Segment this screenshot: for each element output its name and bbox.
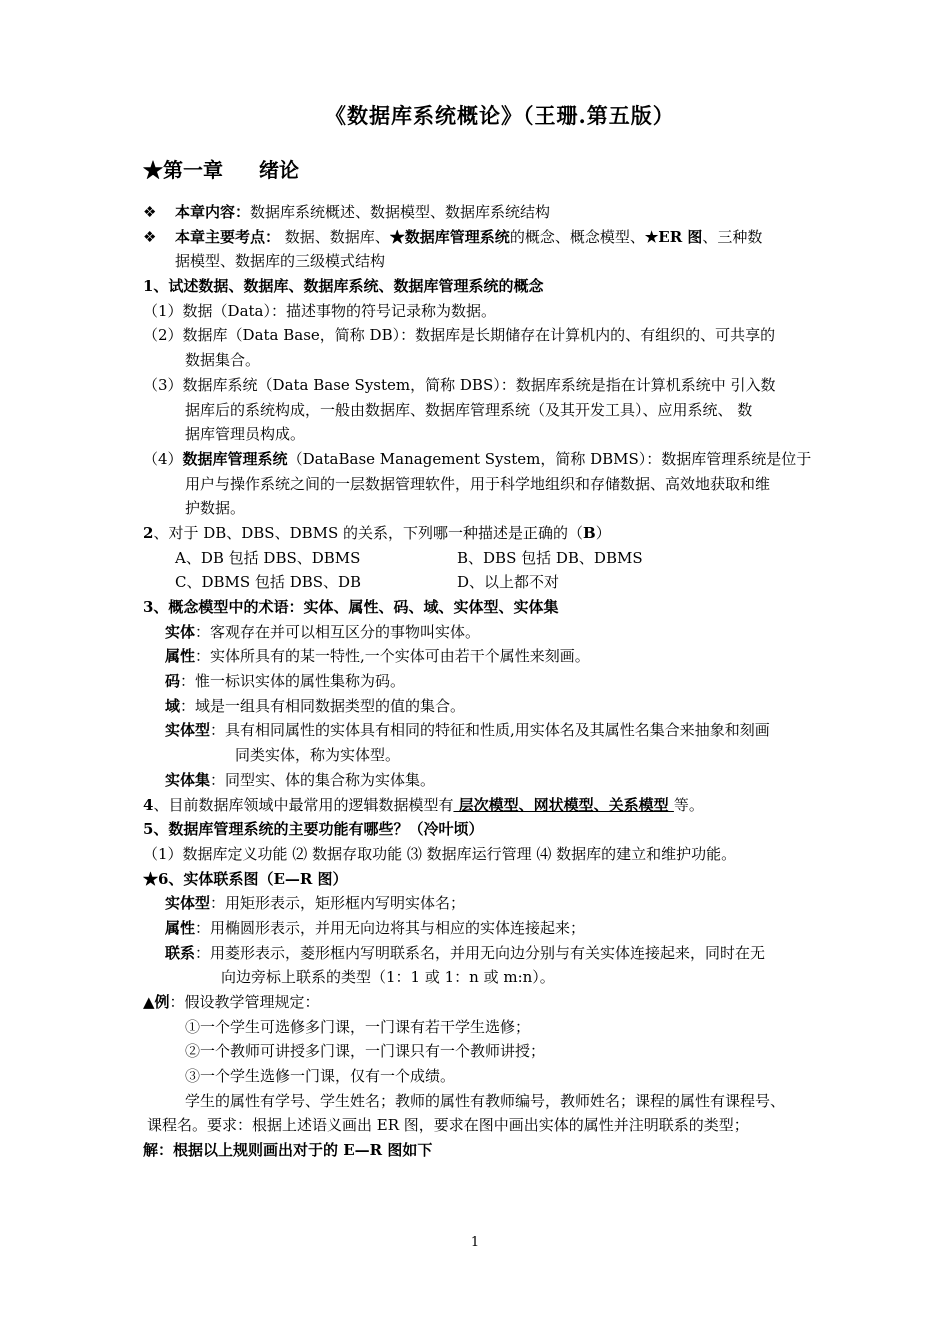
intro-content-line: [143, 200, 848, 225]
intro-content-label: 本章内容：: [175, 203, 251, 221]
intro-key-label: 本章主要考点：: [175, 227, 281, 246]
q1-item-3-cont: 据库管理员构成。: [185, 425, 306, 444]
q2-question: [143, 521, 848, 546]
term-label: 实体集: [165, 770, 211, 789]
term-label: 码: [165, 672, 181, 691]
q3-entity-type: [143, 718, 848, 743]
example-description: 学生的属性有学号、学生姓名；教师的属性有教师编号，教师姓名；课程的属性有课程号、: [185, 1091, 786, 1110]
term-definition: ：具有相同属性的实体具有相同的特征和性质,用实体名及其属性名集合来抽象和刻画: [210, 721, 770, 740]
intro-content-text: 数据库系统概述、数据模型、数据库系统结构: [250, 203, 551, 221]
q1-item-4-cont: 用户与操作系统之间的一层数据管理软件，用于科学地组织和存储数据、高效地获取和维: [185, 474, 771, 493]
term-definition: ：域是一组具有相同数据类型的值的集合。: [180, 696, 466, 715]
chapter-content: [143, 200, 848, 1163]
q1-item-3-cont: 据库后的系统构成，一般由数据库、数据库管理系统（及其开发工具）、应用系统、 数: [185, 400, 753, 419]
intro-key-text: 的概念、概念模型、: [509, 227, 645, 246]
q4-question: [143, 793, 848, 818]
q2-answer: B: [583, 523, 596, 542]
chapter-label: 第一章: [163, 158, 223, 182]
term-label: 域: [165, 696, 181, 715]
q2-options-row: [143, 546, 848, 571]
q6-heading: ★6、实体联系图（E—R 图）: [143, 869, 348, 888]
q2-number: 2: [143, 523, 154, 542]
q4-text: 、目前数据库领域中最常用的逻辑数据模型有: [153, 795, 454, 814]
term-label: 联系: [165, 943, 196, 962]
q4-number: 4: [143, 795, 154, 814]
example-rule: ③一个学生选修一门课，仅有一个成绩。: [185, 1067, 456, 1086]
q1-item-1: （1）数据（Data）：描述事物的符号记录称为数据。: [143, 301, 496, 320]
intro-key-text: 、三种数: [702, 227, 763, 246]
q6-relationship: [143, 941, 848, 966]
example-rule: ②一个教师可讲授多门课，一门课只有一个教师讲授；: [185, 1042, 546, 1061]
q2-option-c: C、DBMS 包括 DBS、DB: [175, 573, 362, 592]
term-definition: ：用菱形表示，菱形框内写明联系名，并用无向边分别与有关实体连接起来，同时在无: [195, 943, 766, 962]
q4-answer: 层次模型、网状模型、关系模型: [453, 795, 674, 814]
term-definition: ：同型实、体的集合称为实体集。: [210, 770, 436, 789]
term-label: 属性: [165, 647, 196, 666]
term-definition: ：实体所具有的某一特性,一个实体可由若干个属性来刻画。: [195, 647, 590, 666]
q2-options-row: [143, 570, 848, 595]
term-label: 属性: [165, 918, 196, 937]
intro-key-line: [143, 225, 848, 250]
q2-option-d: D、以上都不对: [457, 573, 560, 592]
example-description-cont: 课程名。要求：根据上述语义画出 ER 图，要求在图中画出实体的属性并注明联系的类型；: [147, 1116, 749, 1135]
term-label: 实体型: [165, 894, 211, 913]
q1-item-4: [143, 447, 848, 472]
term-definition: ：客观存在并可以相互区分的事物叫实体。: [195, 622, 481, 641]
q1-item-2: （2）数据库（Data Base，简称 DB）：数据库是长期储存在计算机内的、有组织的、可共享的: [143, 326, 776, 345]
example-intro: ：假设教学管理规定：: [169, 993, 320, 1011]
q3-entity-type-cont: 同类实体，称为实体型。: [235, 746, 401, 765]
q1-item-4-text: （DataBase Management System，简称 DBMS）：数据库管理系统是位于: [287, 449, 812, 468]
q6-relationship-cont: 向边旁标上联系的类型（1：1 或 1：n 或 m:n）。: [221, 968, 555, 987]
term-label: 实体型: [165, 721, 211, 740]
q6-attribute: [143, 916, 848, 941]
chapter-name: 绪论: [259, 158, 299, 182]
intro-key-bold: ★数据库管理系统: [389, 227, 510, 246]
intro-key-text: 数据、数据库、: [280, 227, 390, 246]
q5-answer: （1）数据库定义功能 ⑵ 数据存取功能 ⑶ 数据库运行管理 ⑷ 数据库的建立和维护功能。: [143, 844, 737, 863]
term-definition: ：惟一标识实体的属性集称为码。: [180, 672, 406, 691]
q2-close: ）: [595, 523, 611, 542]
term-definition: ：用矩形表示，矩形框内写明实体名；: [210, 894, 466, 913]
q3-attribute: [143, 644, 848, 669]
q1-heading: 1、试述数据、数据库、数据库系统、数据库管理系统的概念: [143, 277, 544, 296]
document-title: 《数据库系统概论》（王珊.第五版）: [325, 103, 675, 128]
example-rule: ①一个学生可选修多门课，一门课有若干学生选修；: [185, 1017, 531, 1036]
q6-entity-type: [143, 891, 848, 916]
diamond-bullet-icon: ❖: [143, 203, 157, 221]
diamond-bullet-icon: ❖: [143, 227, 157, 246]
star-icon: ★: [143, 158, 163, 182]
q3-key: [143, 669, 848, 694]
example-label: ▲例: [143, 993, 170, 1011]
q3-heading: 3、概念模型中的术语：实体、属性、码、域、实体型、实体集: [143, 598, 559, 616]
q4-tail: 等。: [673, 795, 704, 814]
q1-item-2-cont: 数据集合。: [185, 351, 261, 370]
intro-key-continuation: 据模型、数据库的三级模式结构: [175, 252, 386, 271]
q3-domain: [143, 694, 848, 719]
q1-item-3: （3）数据库系统（Data Base System，简称 DBS）：数据库系统是指在计算机系统中 引入数: [143, 375, 776, 394]
q2-option-b: B、DBS 包括 DB、DBMS: [457, 548, 643, 567]
page-number: 1: [470, 1235, 480, 1250]
q2-text: 、对于 DB、DBS、DBMS 的关系，下列哪一种描述是正确的（: [153, 523, 584, 542]
intro-key-bold: ★ER 图: [644, 227, 703, 246]
q2-option-a: A、DB 包括 DBS、DBMS: [175, 548, 361, 567]
chapter-heading: [143, 154, 299, 183]
q1-item-4-cont: 护数据。: [185, 499, 246, 518]
term-label: 实体: [165, 622, 196, 641]
term-definition: ：用椭圆形表示，并用无向边将其与相应的实体连接起来；: [195, 918, 586, 937]
example-solution: 解：根据以上规则画出对于的 E—R 图如下: [143, 1141, 433, 1160]
q1-item-4-term: 数据库管理系统: [182, 449, 288, 468]
q1-item-4-prefix: （4）: [143, 449, 183, 468]
example-heading: [143, 990, 848, 1015]
q3-entity: [143, 620, 848, 645]
q3-entity-set: [143, 768, 848, 793]
q5-heading: 5、数据库管理系统的主要功能有哪些？（冷叶顷）: [143, 820, 484, 839]
